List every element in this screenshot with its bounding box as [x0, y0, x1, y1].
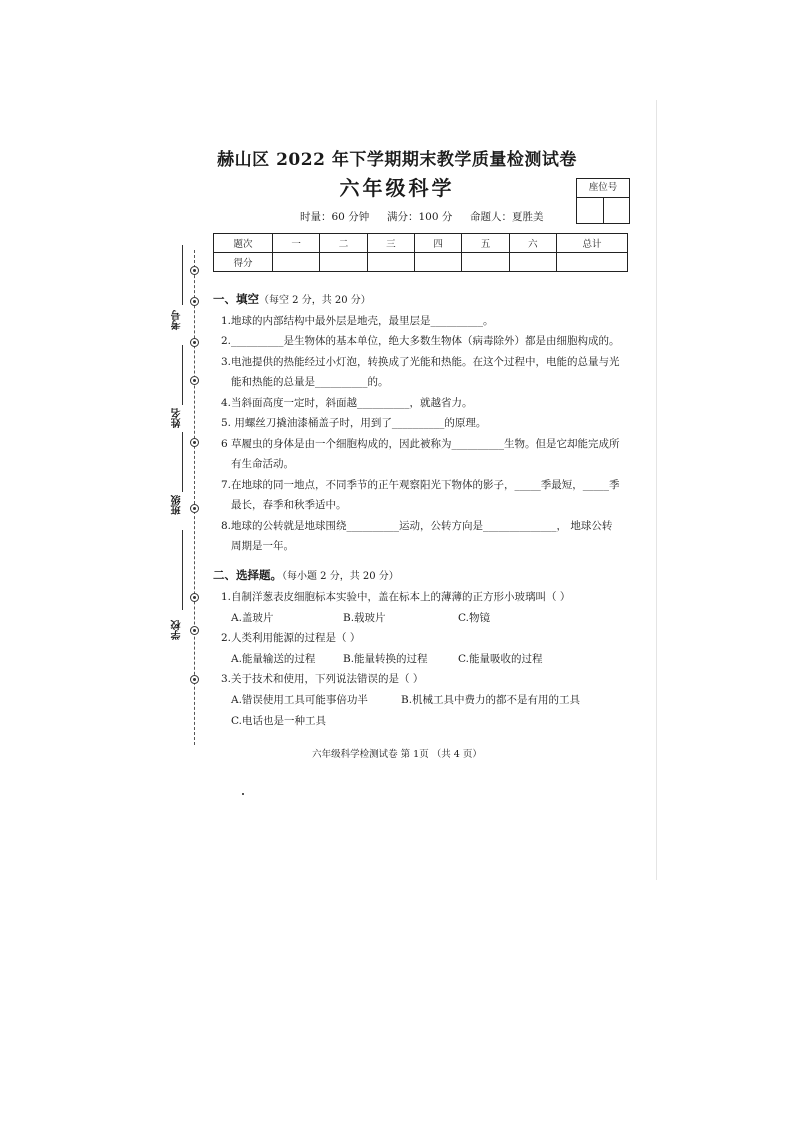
column-header: 总计: [557, 234, 628, 253]
binding-hole-icon: [190, 593, 199, 602]
binding-hole-icon: [190, 675, 199, 684]
choice-option[interactable]: C.能量吸收的过程: [458, 653, 543, 665]
fill-question-cont: 有生命活动。: [231, 458, 294, 470]
name-label: 姓名: [172, 408, 183, 428]
name-line[interactable]: [182, 345, 183, 405]
fill-question-cont: 能和热能的总量是__________的。: [231, 376, 389, 388]
author: 命题人：夏胜美: [470, 211, 544, 223]
section1-title: 一、填空: [213, 292, 259, 306]
binding-hole-icon: [190, 297, 199, 306]
seat-cell[interactable]: [577, 198, 604, 223]
column-header: 二: [320, 234, 367, 253]
score-table: [213, 233, 628, 272]
section2-heading: [213, 567, 399, 583]
exam-no-label: 考号: [172, 310, 183, 330]
choice-option[interactable]: A.盖玻片: [231, 612, 274, 624]
choice-question: 1.自制洋葱表皮细胞标本实验中，盖在标本上的薄薄的正方形小玻璃叫（ ）: [221, 591, 571, 603]
choice-question: 2.人类利用能源的过程是（ ）: [221, 632, 361, 644]
school-label: 学校: [172, 620, 183, 640]
fill-question: 3.电池提供的热能经过小灯泡，转换成了光能和热能。在这个过程中，电能的总量与光: [221, 356, 620, 368]
binding-hole-icon: [190, 338, 199, 347]
score-cell[interactable]: [462, 253, 509, 272]
binding-hole-icon: [190, 504, 199, 513]
column-header: 五: [462, 234, 509, 253]
class-label: 班级: [172, 495, 183, 515]
fill-question: 1.地球的内部结构中最外层是地壳，最里层是__________。: [221, 315, 494, 327]
seat-number-box: [576, 178, 630, 224]
exam-no-line[interactable]: [182, 245, 183, 305]
fill-question-cont: 最长，春季和秋季适中。: [231, 499, 347, 511]
choice-option[interactable]: C.物镜: [458, 612, 490, 624]
choice-option[interactable]: B.载玻片: [343, 612, 386, 624]
binding-hole-icon: [190, 626, 199, 635]
section2-note: （每小题 2 分，共 20 分）: [282, 571, 399, 582]
fill-question: 4.当斜面高度一定时，斜面越__________，就越省力。: [221, 397, 473, 409]
fill-question: 7.在地球的同一地点，不同季节的正午观察阳光下物体的影子，_____季最短，_____季: [221, 479, 620, 491]
score-cell[interactable]: [273, 253, 320, 272]
choice-option[interactable]: B.机械工具中费力的都不是有用的工具: [401, 694, 581, 706]
score-cell[interactable]: [367, 253, 414, 272]
school-line[interactable]: [182, 530, 183, 610]
choice-option[interactable]: A.能量输送的过程: [231, 653, 316, 665]
time-limit: 时量：60 分钟: [300, 211, 370, 223]
score-cell[interactable]: [557, 253, 628, 272]
table-row: [214, 253, 628, 272]
seat-number-label: 座位号: [577, 179, 629, 198]
seat-cell[interactable]: [604, 198, 630, 223]
fill-question: 8.地球的公转就是地球围绕__________运动，公转方向是______________， 地球公转: [221, 520, 613, 532]
row-label: 题次: [214, 234, 273, 253]
section1-heading: [213, 291, 371, 307]
choice-option[interactable]: C.电话也是一种工具: [231, 715, 326, 727]
class-line[interactable]: [182, 432, 183, 492]
fill-question-cont: 周期是一年。: [231, 540, 294, 552]
fill-question: 2.__________是生物体的基本单位，绝大多数生物体（病毒除外）都是由细胞构成的。: [221, 335, 620, 347]
binding-hole-icon: [190, 376, 199, 385]
row-label: 得分: [214, 253, 273, 272]
column-header: 四: [414, 234, 461, 253]
table-row: [214, 234, 628, 253]
full-score: 满分：100 分: [387, 211, 453, 223]
fill-question: 6 草履虫的身体是由一个细胞构成的，因此被称为__________生物。但是它却能完成所: [221, 438, 620, 450]
scan-speck: [242, 793, 244, 795]
section2-title: 二、选择题。: [213, 568, 282, 582]
column-header: 三: [367, 234, 414, 253]
binding-hole-icon: [190, 266, 199, 275]
choice-option[interactable]: A.错误使用工具可能事倍功半: [231, 694, 368, 706]
choice-option[interactable]: B.能量转换的过程: [343, 653, 428, 665]
column-header: 六: [509, 234, 556, 253]
score-cell[interactable]: [320, 253, 367, 272]
column-header: 一: [273, 234, 320, 253]
choice-question: 3.关于技术和使用，下列说法错误的是（ ）: [221, 673, 424, 685]
scan-edge-line: [656, 100, 657, 880]
exam-title: 赫山区 2022 年下学期期末教学质量检测试卷: [217, 150, 577, 170]
binding-dashed-line: [194, 250, 195, 745]
subject-title: 六年级科学: [339, 176, 455, 200]
page-footer: 六年级科学检测试卷 第 1页 （共 4 页）: [312, 749, 482, 760]
section1-note: （每空 2 分，共 20 分）: [259, 295, 371, 306]
fill-question: 5. 用螺丝刀撬油漆桶盖子时，用到了__________的原理。: [221, 417, 487, 429]
score-cell[interactable]: [414, 253, 461, 272]
binding-hole-icon: [190, 438, 199, 447]
score-cell[interactable]: [509, 253, 556, 272]
